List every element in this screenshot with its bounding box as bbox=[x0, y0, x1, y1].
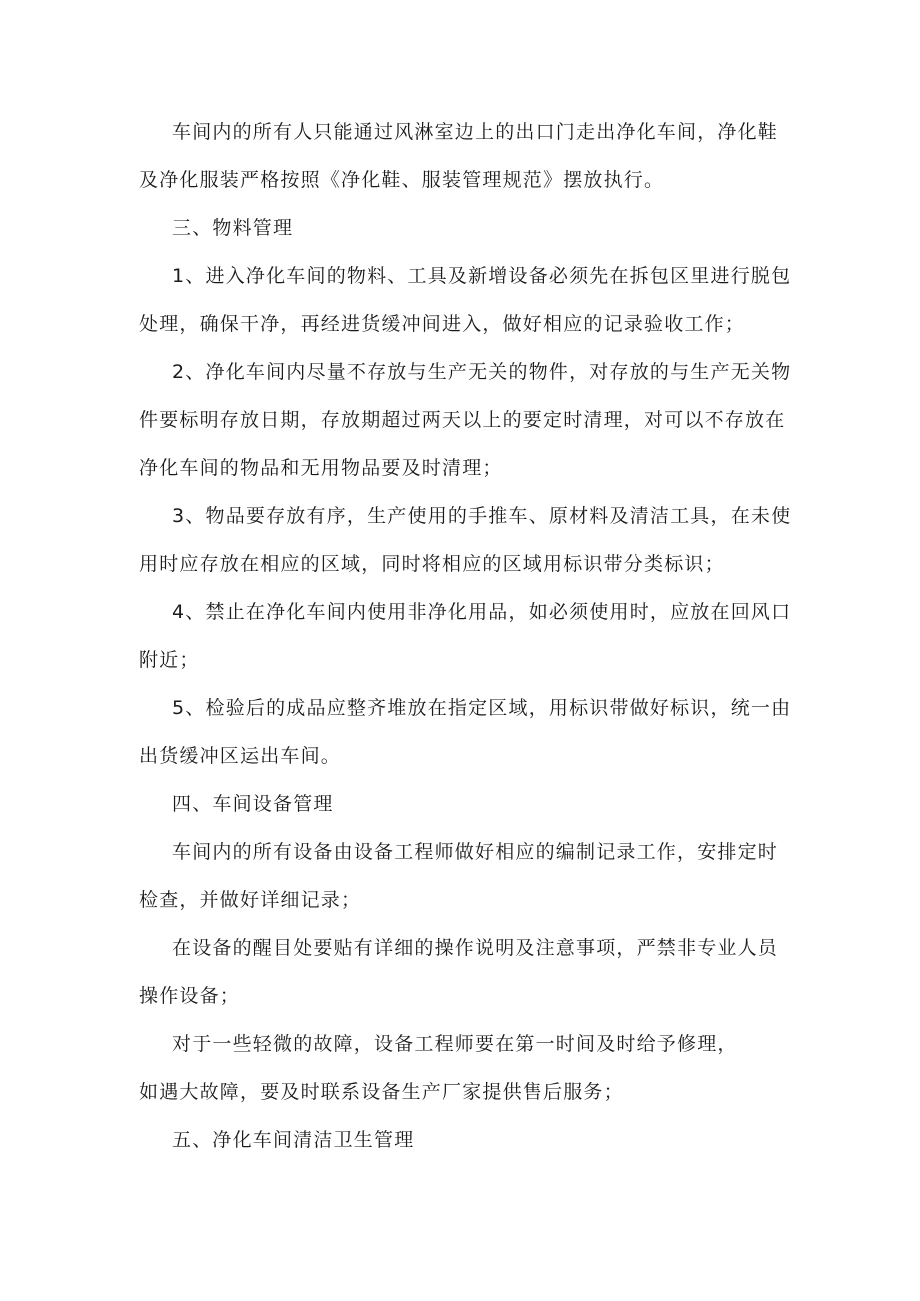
text-line: 出货缓冲区运出车间。 bbox=[139, 745, 342, 767]
text-line: 处理，确保干净，再经进货缓冲间进入，做好相应的记录验收工作； bbox=[139, 313, 746, 335]
text-line: 三、物料管理 bbox=[172, 217, 294, 239]
paragraph bbox=[139, 828, 781, 924]
text-line: 如遇大故障，要及时联系设备生产厂家提供售后服务； bbox=[139, 1081, 624, 1103]
paragraph bbox=[139, 684, 792, 780]
paragraph bbox=[139, 204, 781, 252]
text-line: 4、禁止在净化车间内使用非净化用品，如必须使用时，应放在回风口 bbox=[172, 601, 792, 623]
paragraph bbox=[139, 348, 792, 492]
text-line: 及净化服装严格按照《净化鞋、服装管理规范》摆放执行。 bbox=[139, 169, 665, 191]
paragraph bbox=[139, 108, 781, 204]
paragraph bbox=[139, 924, 781, 1020]
paragraph bbox=[139, 1116, 781, 1164]
text-line: 五、净化车间清洁卫生管理 bbox=[172, 1129, 415, 1151]
paragraph bbox=[139, 588, 792, 684]
text-line: 件要标明存放日期，存放期超过两天以上的要定时清理，对可以不存放在 bbox=[139, 409, 786, 431]
text-line: 车间内的所有人只能通过风淋室边上的出口门走出净化车间，净化鞋 bbox=[172, 121, 779, 143]
document-body bbox=[139, 108, 792, 1164]
paragraph bbox=[139, 492, 792, 588]
text-line: 3、物品要存放有序，生产使用的手推车、原材料及清洁工具，在未使 bbox=[172, 505, 792, 527]
paragraph bbox=[139, 1020, 781, 1116]
text-line: 在设备的醒目处要贴有详细的操作说明及注意事项，严禁非专业人员 bbox=[172, 937, 779, 959]
text-line: 检查，并做好详细记录； bbox=[139, 889, 362, 911]
text-line: 1、进入净化车间的物料、工具及新增设备必须先在拆包区里进行脱包 bbox=[172, 265, 792, 287]
text-line: 用时应存放在相应的区域，同时将相应的区域用标识带分类标识； bbox=[139, 553, 725, 575]
text-line: 四、车间设备管理 bbox=[172, 793, 334, 815]
paragraph bbox=[139, 780, 781, 828]
text-line: 附近； bbox=[139, 649, 200, 671]
text-line: 净化车间的物品和无用物品要及时清理； bbox=[139, 457, 503, 479]
text-line: 5、检验后的成品应整齐堆放在指定区域，用标识带做好标识，统一由 bbox=[172, 697, 792, 719]
text-line: 操作设备； bbox=[139, 985, 241, 1007]
text-line: 对于一些轻微的故障，设备工程师要在第一时间及时给予修理， bbox=[172, 1033, 738, 1055]
text-line: 车间内的所有设备由设备工程师做好相应的编制记录工作，安排定时 bbox=[172, 841, 779, 863]
text-line: 2、净化车间内尽量不存放与生产无关的物件，对存放的与生产无关物 bbox=[172, 361, 792, 383]
paragraph bbox=[139, 252, 792, 348]
